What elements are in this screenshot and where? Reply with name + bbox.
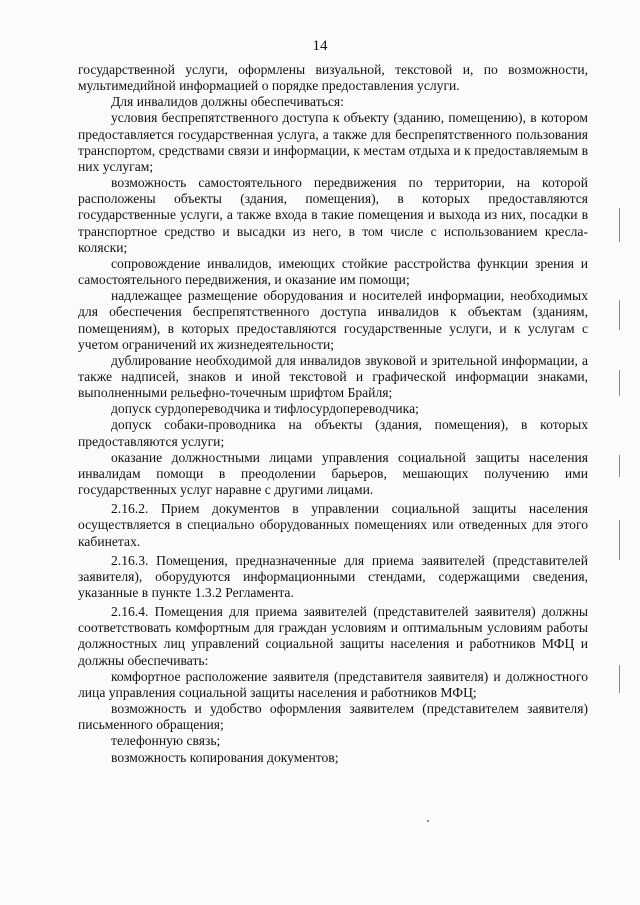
paragraph: возможность и удобство оформления заявителем (представителем заявителя) письменного обращения;: [78, 701, 588, 733]
scan-mark: [619, 520, 620, 560]
paragraph: надлежащее размещение оборудования и носителей информации, необходимых для обеспечения беспрепятственного доступа инвалидов к объектам (зданиям, помещениям), в которых предоставляются государственные услуги, и к услугам с учетом ограничений их жизнедеятельности;: [78, 288, 588, 352]
paragraph: допуск сурдопереводчика и тифлосурдопереводчика;: [111, 401, 419, 417]
paragraph: допуск собаки-проводника на объекты (здания, помещения), в которых предоставляются услуги;: [78, 417, 588, 449]
scan-mark: [427, 820, 429, 822]
scan-mark: [619, 455, 620, 477]
paragraph: возможность самостоятельного передвижения по территории, на которой расположены объекты (здания, помещения), в которых предоставляются государственные услуги, а также входа в такие помещения и выхода из них, посадки в транспортное средство и высадки из него, в том числе с использованием кресла-коляски;: [78, 175, 588, 255]
paragraph: государственной услуги, оформлены визуальной, текстовой и, по возможности, мультимедийной информацией о порядке предоставления услуги.: [78, 62, 588, 94]
paragraph: оказание должностными лицами управления социальной защиты населения инвалидам помощи в преодолении барьеров, мешающих получению ими государственных услуг наравне с другими лицами.: [78, 449, 588, 498]
paragraph: комфортное расположение заявителя (представителя заявителя) и должностного лица управления социальной защиты населения и работников МФЦ;: [78, 668, 588, 700]
paragraph: возможность копирования документов;: [111, 749, 339, 765]
paragraph: 2.16.2. Прием документов в управлении социальной защиты населения осуществляется в специально оборудованных помещениях или отведенных для этого кабинетах.: [78, 501, 588, 549]
page-number: 14: [312, 38, 328, 54]
scan-mark: [619, 665, 620, 693]
paragraph: телефонную связь;: [111, 733, 221, 749]
scan-mark: [619, 370, 620, 396]
paragraph: 2.16.3. Помещения, предназначенные для приема заявителей (представителей заявителя), оборудуются информационными стендами, содержащими сведения, указанные в пункте 1.3.2 Регламента.: [78, 552, 588, 600]
document-body: [78, 62, 588, 766]
paragraph: Для инвалидов должны обеспечиваться:: [111, 94, 344, 110]
paragraph: условия беспрепятственного доступа к объекту (зданию, помещению), в котором предоставляется государственная услуга, а также для беспрепятственного пользования транспортом, средствами связи и информации, к местам отдыха и к предоставляемым в них услугам;: [78, 110, 588, 174]
paragraph: дублирование необходимой для инвалидов звуковой и зрительной информации, а также надписей, знаков и иной текстовой и графической информации знаками, выполненными рельефно-точечным шрифтом Брайля;: [78, 352, 588, 401]
scan-mark: [619, 300, 620, 330]
paragraph: 2.16.4. Помещения для приема заявителей (представителей заявителя) должны соответствовать комфортным для граждан условиям и оптимальным условиям работы должностных лиц управлений социальной защиты населения и работников МФЦ и должны обеспечивать:: [78, 604, 588, 668]
scan-mark: [619, 208, 620, 242]
paragraph: сопровождение инвалидов, имеющих стойкие расстройства функции зрения и самостоятельного передвижения, и оказание им помощи;: [78, 255, 588, 288]
